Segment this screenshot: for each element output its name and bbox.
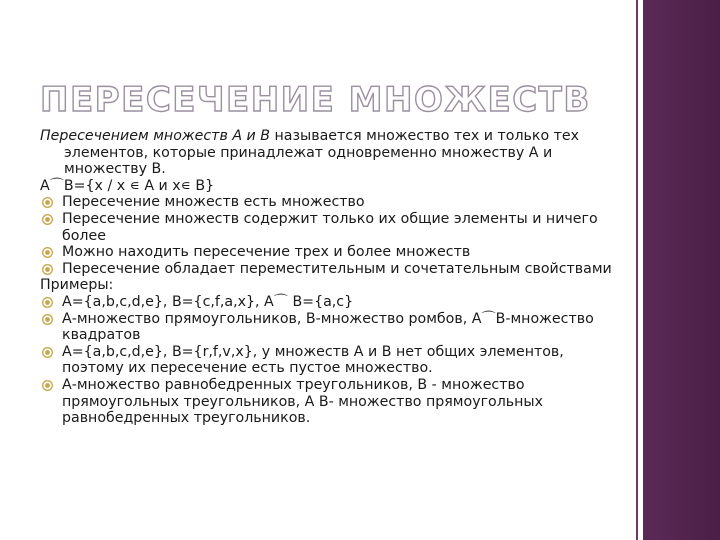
definition-term: Пересечением множеств А и В xyxy=(40,128,270,144)
property-item xyxy=(40,194,630,211)
properties-list xyxy=(40,194,630,277)
example-item-text: А-множество прямоугольников, В-множество ромбов, А⌒В-множество квадратов xyxy=(62,310,594,344)
slide-title-text: ПЕРЕСЕЧЕНИЕ МНОЖЕСТВ xyxy=(40,80,591,120)
example-item xyxy=(40,344,630,377)
examples-list xyxy=(40,294,630,427)
example-item xyxy=(40,294,630,311)
examples-label: Примеры: xyxy=(40,277,114,294)
property-item-text: Пересечение множеств содержит только их общие элементы и ничего более xyxy=(62,210,598,244)
formula: А⌒В={x / x ∊ A и x∊ B} xyxy=(40,177,215,194)
target-bullet-icon xyxy=(40,344,62,360)
target-bullet-icon xyxy=(40,194,62,210)
decorative-sidebar xyxy=(643,0,720,540)
property-item-text: Можно находить пересечение трех и более множеств xyxy=(62,244,471,261)
target-bullet-icon xyxy=(40,244,62,260)
property-item-text: Пересечение множеств есть множество xyxy=(62,194,365,211)
target-bullet-icon xyxy=(40,261,62,277)
example-item-text: A={a,b,c,d,e}, B={c,f,a,x}, A⌒ B={a,c} xyxy=(62,293,354,310)
property-item xyxy=(40,244,630,261)
definition-text: называется множество тех и только тех элементов, которые принадлежат одновременно множеству А и множеству В. xyxy=(64,128,580,178)
target-bullet-icon xyxy=(40,311,62,327)
target-bullet-icon xyxy=(40,211,62,227)
example-item-text: А-множество равнобедренных треугольников, В - множество прямоугольных треугольников, А В- множество прямоугольных равнобедренных треугольников. xyxy=(62,376,544,427)
example-item xyxy=(40,377,630,427)
property-item-text: Пересечение обладает переместительным и сочетательным свойствами xyxy=(62,260,612,277)
slide-body xyxy=(40,128,630,427)
example-item-text: A={a,b,c,d,e}, B={r,f,v,x}, у множеств А и В нет общих элементов, поэтому их пересечение есть пустое множество. xyxy=(62,343,564,377)
definition xyxy=(40,128,630,178)
slide-title xyxy=(40,80,620,120)
target-bullet-icon xyxy=(40,294,62,310)
property-item xyxy=(40,211,630,244)
target-bullet-icon xyxy=(40,377,62,393)
property-item xyxy=(40,261,630,278)
example-item xyxy=(40,311,630,344)
